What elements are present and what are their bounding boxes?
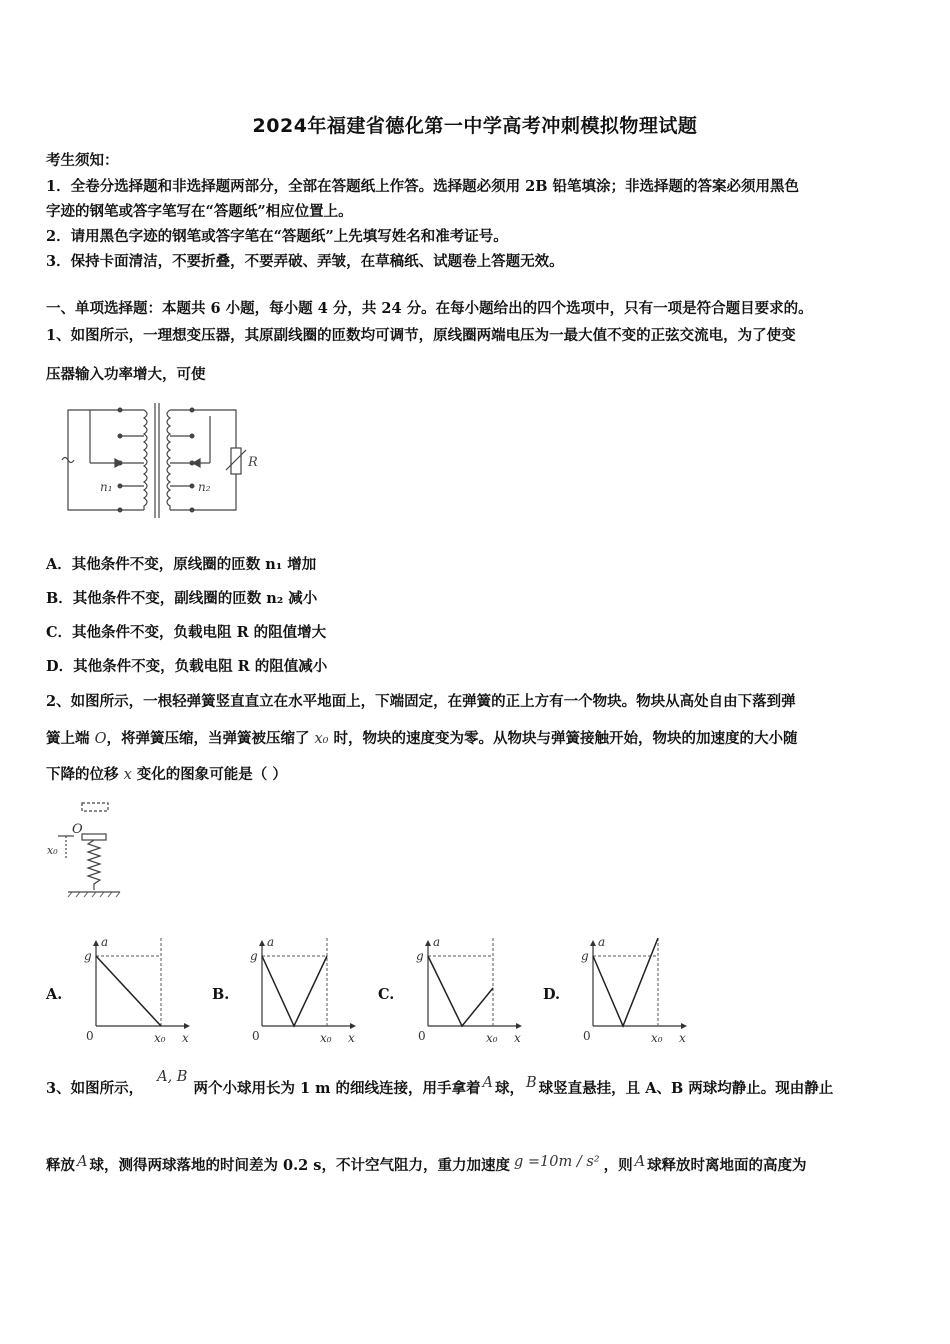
q3-l2-c: ，则 xyxy=(603,1157,633,1174)
q3-stem-line2 xyxy=(46,1154,807,1175)
q3-l2-b: 球，测得两球落地的时间差为 0.2 s，不计空气阻力，重力加速度 xyxy=(89,1157,510,1174)
q3-l2-d: 球释放时离地面的高度为 xyxy=(647,1157,807,1174)
q1-option-d[interactable]: D．其他条件不变，负载电阻 R 的阻值减小 xyxy=(46,658,328,675)
q2-option-d-label[interactable]: D. xyxy=(543,986,561,1003)
page-title: 2024年福建省德化第一中学高考冲刺模拟物理试题 xyxy=(252,115,698,137)
q3-l1-a: 3、如图所示， xyxy=(46,1080,144,1097)
resistor-label: R xyxy=(248,455,258,470)
g-label: g xyxy=(581,949,589,963)
acceleration-curve xyxy=(593,938,658,1026)
x-axis-label: x xyxy=(182,1031,189,1045)
x-axis-label: x xyxy=(514,1031,521,1045)
q2-option-b-label[interactable]: B. xyxy=(212,986,230,1003)
q3-l1-c: 球， xyxy=(495,1080,525,1097)
q2-line3-a: 下降的位移 xyxy=(46,766,124,783)
x-axis-arrow xyxy=(184,1023,190,1029)
spring-x0-label: x₀ xyxy=(47,844,58,857)
q1-option-b[interactable]: B．其他条件不变，副线圈的匝数 n₂ 减小 xyxy=(46,590,318,607)
x0-tick-label: x₀ xyxy=(320,1031,332,1045)
x-axis-label: x xyxy=(348,1031,355,1045)
q2-option-a-graph[interactable] xyxy=(84,934,204,1046)
q2-line2-c: 时，物块的速度变为零。从物块与弹簧接触开始，物块的加速度的大小随 xyxy=(328,730,798,747)
q3-g-formula: g =10m / s² xyxy=(513,1154,600,1170)
q3-a2: A xyxy=(77,1154,88,1170)
q2-stem-line2 xyxy=(46,730,798,748)
q3-a3: A xyxy=(634,1154,646,1170)
origin-label: 0 xyxy=(252,1029,260,1043)
y-axis-arrow xyxy=(93,940,99,946)
q2-stem-line3 xyxy=(46,766,287,784)
g-label: g xyxy=(84,949,92,963)
q2-option-c-label[interactable]: C. xyxy=(378,986,395,1003)
x-axis-arrow xyxy=(350,1023,356,1029)
q3-b1: B xyxy=(526,1075,537,1091)
a-axis-label: a xyxy=(598,935,606,949)
section-heading: 一、单项选择题：本题共 6 小题，每小题 4 分，共 24 分。在每小题给出的四个选项中，只有一项是符合题目要求的。 xyxy=(46,300,813,317)
spring-diagram xyxy=(44,800,134,900)
q2-stem-line1: 2、如图所示，一根轻弹簧竖直直立在水平地面上，下端固定，在弹簧的正上方有一个物块。物块从高处自由下落到弹 xyxy=(46,693,796,710)
q1-stem-line1: 1、如图所示，一理想变压器，其原副线圈的匝数均可调节，原线圈两端电压为一最大值不变的正弦交流电，为了使变 xyxy=(46,327,796,344)
n2-label: n₂ xyxy=(198,480,211,494)
q2-line2-a: 簧上端 xyxy=(46,730,95,747)
q3-stem-line1 xyxy=(46,1069,834,1098)
q2-line2-b: ，将弹簧压缩，当弹簧被压缩了 xyxy=(106,730,315,747)
q2-line3-b: 变化的图象可能是（ ） xyxy=(131,766,287,783)
g-label: g xyxy=(416,949,424,963)
q1-option-a[interactable]: A．其他条件不变，原线圈的匝数 n₁ 增加 xyxy=(46,556,317,573)
acceleration-curve xyxy=(262,956,327,1026)
y-axis-arrow xyxy=(590,940,596,946)
q3-l1-d: 球竖直悬挂，且 A、B 两球均静止。现由静止 xyxy=(538,1080,834,1097)
q2-option-d-graph[interactable] xyxy=(581,934,701,1046)
x0-tick-label: x₀ xyxy=(154,1031,166,1045)
q2-option-a-label[interactable]: A. xyxy=(46,986,63,1003)
notice-item-1a: 1．全卷分选择题和非选择题两部分，全部在答题纸上作答。选择题必须用 2B 铅笔填涂；非选择题的答案必须用黑色 xyxy=(46,178,800,195)
q3-l2-a: 释放 xyxy=(46,1157,75,1174)
x0-tick-label: x₀ xyxy=(651,1031,663,1045)
x-axis-label: x xyxy=(679,1031,686,1045)
x-axis-arrow xyxy=(516,1023,522,1029)
notice-item-3: 3．保持卡面清洁，不要折叠，不要弄破、弄皱，在草稿纸、试题卷上答题无效。 xyxy=(46,253,564,270)
q2-point-o: O xyxy=(94,731,107,747)
q2-option-c-graph[interactable] xyxy=(416,934,536,1046)
x-axis-arrow xyxy=(681,1023,687,1029)
n1-label: n₁ xyxy=(100,480,113,494)
y-axis-arrow xyxy=(259,940,265,946)
acceleration-curve xyxy=(428,956,493,1026)
x0-tick-label: x₀ xyxy=(486,1031,498,1045)
q1-stem-line2: 压器输入功率增大，可使 xyxy=(46,366,206,383)
q2-option-b-graph[interactable] xyxy=(250,934,370,1046)
q2-x0: x₀ xyxy=(314,731,329,747)
notice-item-2: 2．请用黑色字迹的钢笔或答字笔在“答题纸”上先填写姓名和准考证号。 xyxy=(46,228,508,245)
q3-a1: A xyxy=(482,1075,494,1091)
a-axis-label: a xyxy=(267,935,275,949)
notice-item-1b: 字迹的钢笔或答字笔写在“答题纸”相应位置上。 xyxy=(46,203,353,220)
a-axis-label: a xyxy=(101,935,109,949)
q2-x: x xyxy=(123,767,132,783)
notice-heading: 考生须知： xyxy=(46,152,119,169)
y-axis-arrow xyxy=(425,940,431,946)
acceleration-curve xyxy=(96,956,161,1026)
origin-label: 0 xyxy=(86,1029,94,1043)
a-axis-label: a xyxy=(433,935,441,949)
q3-l1-b: 两个小球用长为 1 m 的细线连接，用手拿着 xyxy=(193,1080,481,1097)
origin-label: 0 xyxy=(418,1029,426,1043)
spring-o-label: O xyxy=(72,822,83,837)
q3-ab: A, B xyxy=(157,1069,188,1085)
origin-label: 0 xyxy=(583,1029,591,1043)
q1-option-c[interactable]: C．其他条件不变，负载电阻 R 的阻值增大 xyxy=(46,624,327,641)
transformer-diagram xyxy=(60,398,270,523)
g-label: g xyxy=(250,949,258,963)
